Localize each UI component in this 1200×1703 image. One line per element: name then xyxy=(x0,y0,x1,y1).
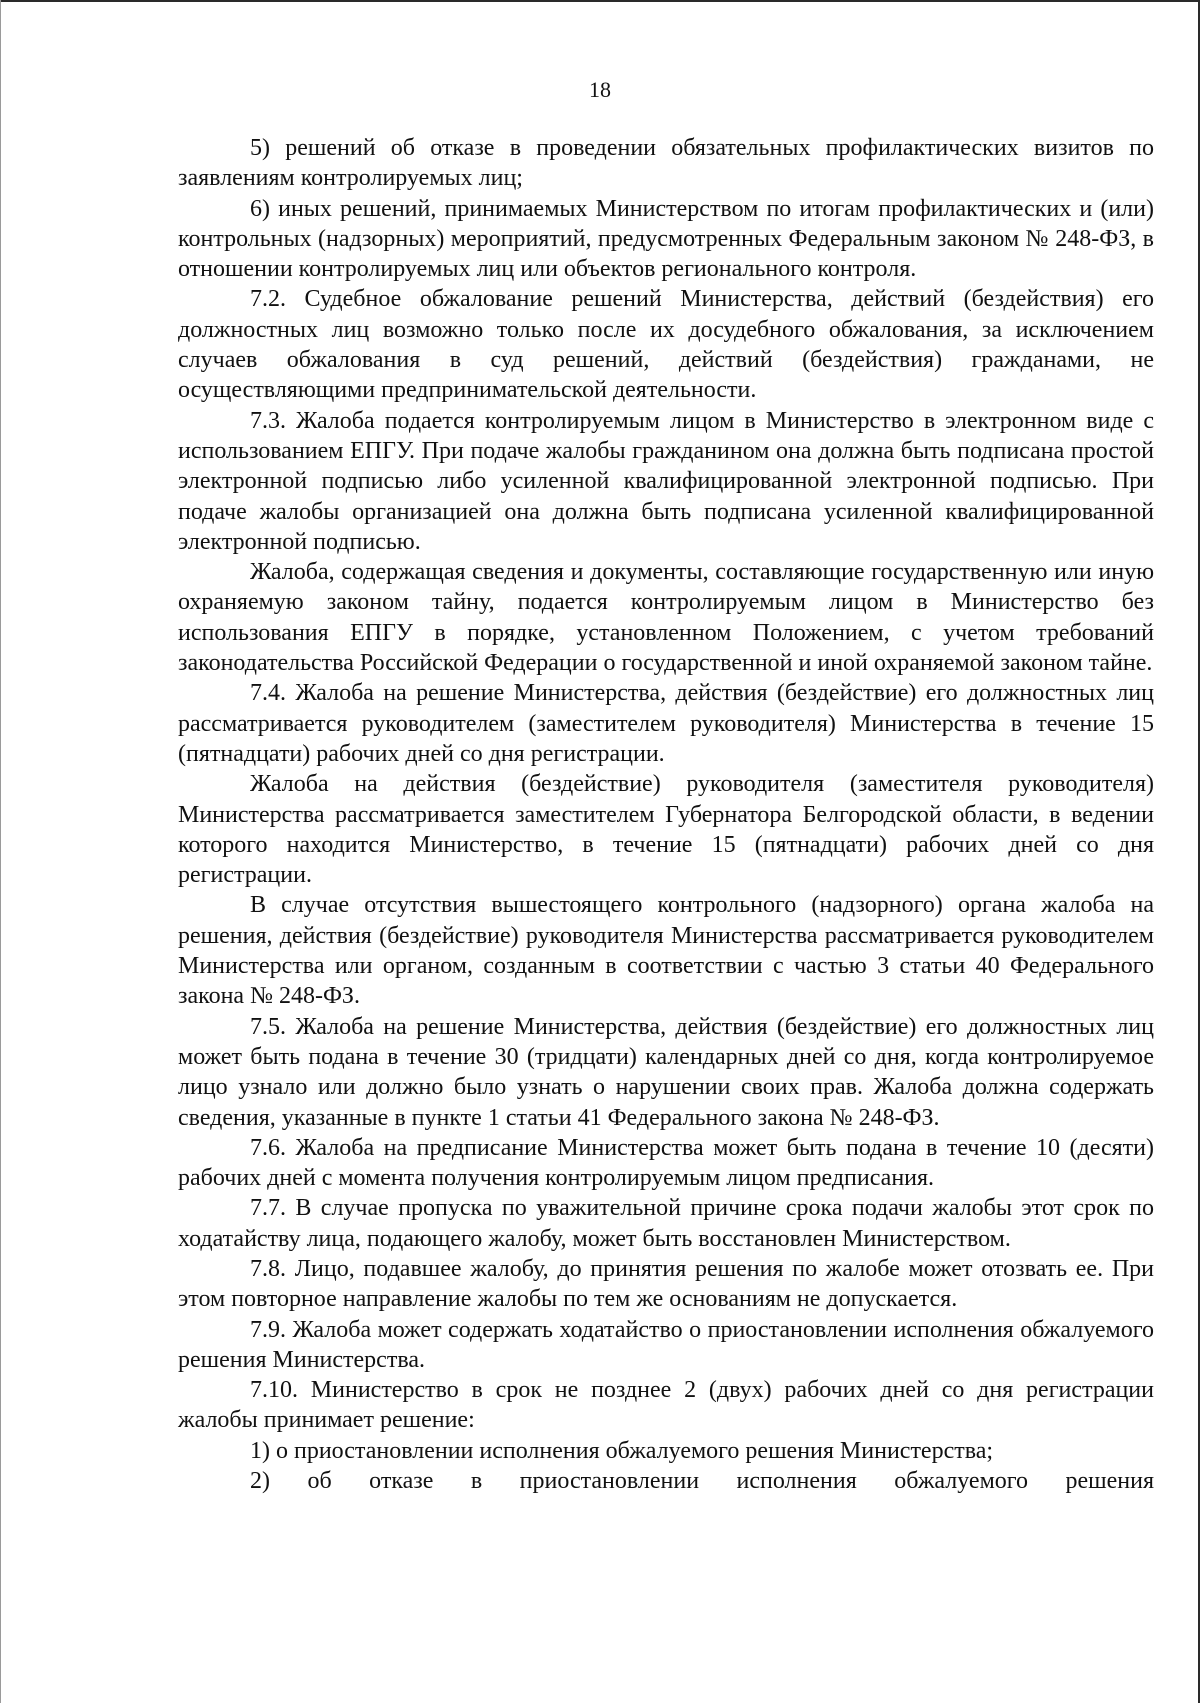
page-number: 18 xyxy=(589,77,611,102)
paragraph-7-4-absence: В случае отсутствия вышестоящего контрольного (надзорного) органа жалоба на решения, действия (бездействие) руководителя Министерства рассматривается руководителем Министерства или органом, созданным в соответствии с частью 3 статьи 40 Федерального закона № 248-ФЗ. xyxy=(178,892,1154,1010)
scan-edge-top xyxy=(0,0,1200,2)
paragraph-7-4: 7.4. Жалоба на решение Министерства, действия (бездействие) его должностных лиц рассматривается руководителем (заместителем руководителя) Министерства в течение 15 (пятнадцати) рабочих дней со дня регистрации. xyxy=(178,680,1154,767)
paragraph-7-10-item-2: 2) об отказе в приостановлении исполнения обжалуемого решения xyxy=(250,1468,1154,1495)
paragraph-7-8: 7.8. Лицо, подавшее жалобу, до принятия решения по жалобе может отозвать ее. При этом повторное направление жалобы по тем же основаниям не допускается. xyxy=(178,1255,1154,1313)
paragraph-7-9: 7.9. Жалоба может содержать ходатайство о приостановлении исполнения обжалуемого решения Министерства. xyxy=(178,1316,1154,1373)
paragraph-7-5: 7.5. Жалоба на решение Министерства, действия (бездействие) его должностных лиц может быть подана в течение 30 (тридцати) календарных дней со дня, когда контролируемое лицо узнало или должно было узнать о нарушении своих прав. Жалоба должна содержать сведения, указанные в пункте 1 статьи 41 Федерального закона № 248-ФЗ. xyxy=(178,1013,1154,1131)
paragraph-7-10-item-1: 1) о приостановлении исполнения обжалуемого решения Министерства; xyxy=(250,1437,994,1464)
paragraph-item-6: 6) иных решений, принимаемых Министерством по итогам профилактических и (или) контрольных (надзорных) мероприятий, предусмотренных Федеральным законом № 248-ФЗ, в отношении контролируемых лиц или объектов регионального контроля. xyxy=(178,195,1154,283)
document-body xyxy=(178,133,1154,1496)
paragraph-7-3: 7.3. Жалоба подается контролируемым лицом в Министерство в электронном виде с использованием ЕПГУ. При подаче жалобы гражданином она должна быть подписана простой электронной подписью либо усиленной квалифицированной электронной подписью. При подаче жалобы организацией она должна быть подписана усиленной квалифицированной электронной подписью. xyxy=(178,407,1154,555)
paragraph-7-7: 7.7. В случае пропуска по уважительной причине срока подачи жалобы этот срок по ходатайству лица, подающего жалобу, может быть восстановлен Министерством. xyxy=(178,1195,1154,1252)
paragraph-7-6: 7.6. Жалоба на предписание Министерства может быть подана в течение 10 (десяти) рабочих дней с момента получения контролируемым лицом предписания. xyxy=(178,1134,1154,1192)
paragraph-7-4-head: Жалоба на действия (бездействие) руководителя (заместителя руководителя) Министерства рассматривается заместителем Губернатора Белгородской области, в ведении которого находится Министерство, в течение 15 (пятнадцати) рабочих дней со дня регистрации. xyxy=(178,771,1154,889)
scan-edge-left xyxy=(0,0,1,1703)
paragraph-7-3-secret: Жалоба, содержащая сведения и документы, составляющие государственную или иную охраняемую законом тайну, подается контролируемым лицом в Министерство без использования ЕПГУ в порядке, установленном Положением, с учетом требований законодательства Российской Федерации о государственной и иной охраняемой законом тайне. xyxy=(178,559,1154,677)
paragraph-7-2: 7.2. Судебное обжалование решений Министерства, действий (бездействия) его должностных лиц возможно только после их досудебного обжалования, за исключением случаев обжалования в суд решений, действий (бездействия) гражданами, не осуществляющими предпринимательской деятельности. xyxy=(178,286,1154,404)
paragraph-item-5: 5) решений об отказе в проведении обязательных профилактических визитов по заявлениям контролируемых лиц; xyxy=(178,135,1154,192)
paragraph-7-10: 7.10. Министерство в срок не позднее 2 (двух) рабочих дней со дня регистрации жалобы принимает решение: xyxy=(178,1377,1154,1434)
